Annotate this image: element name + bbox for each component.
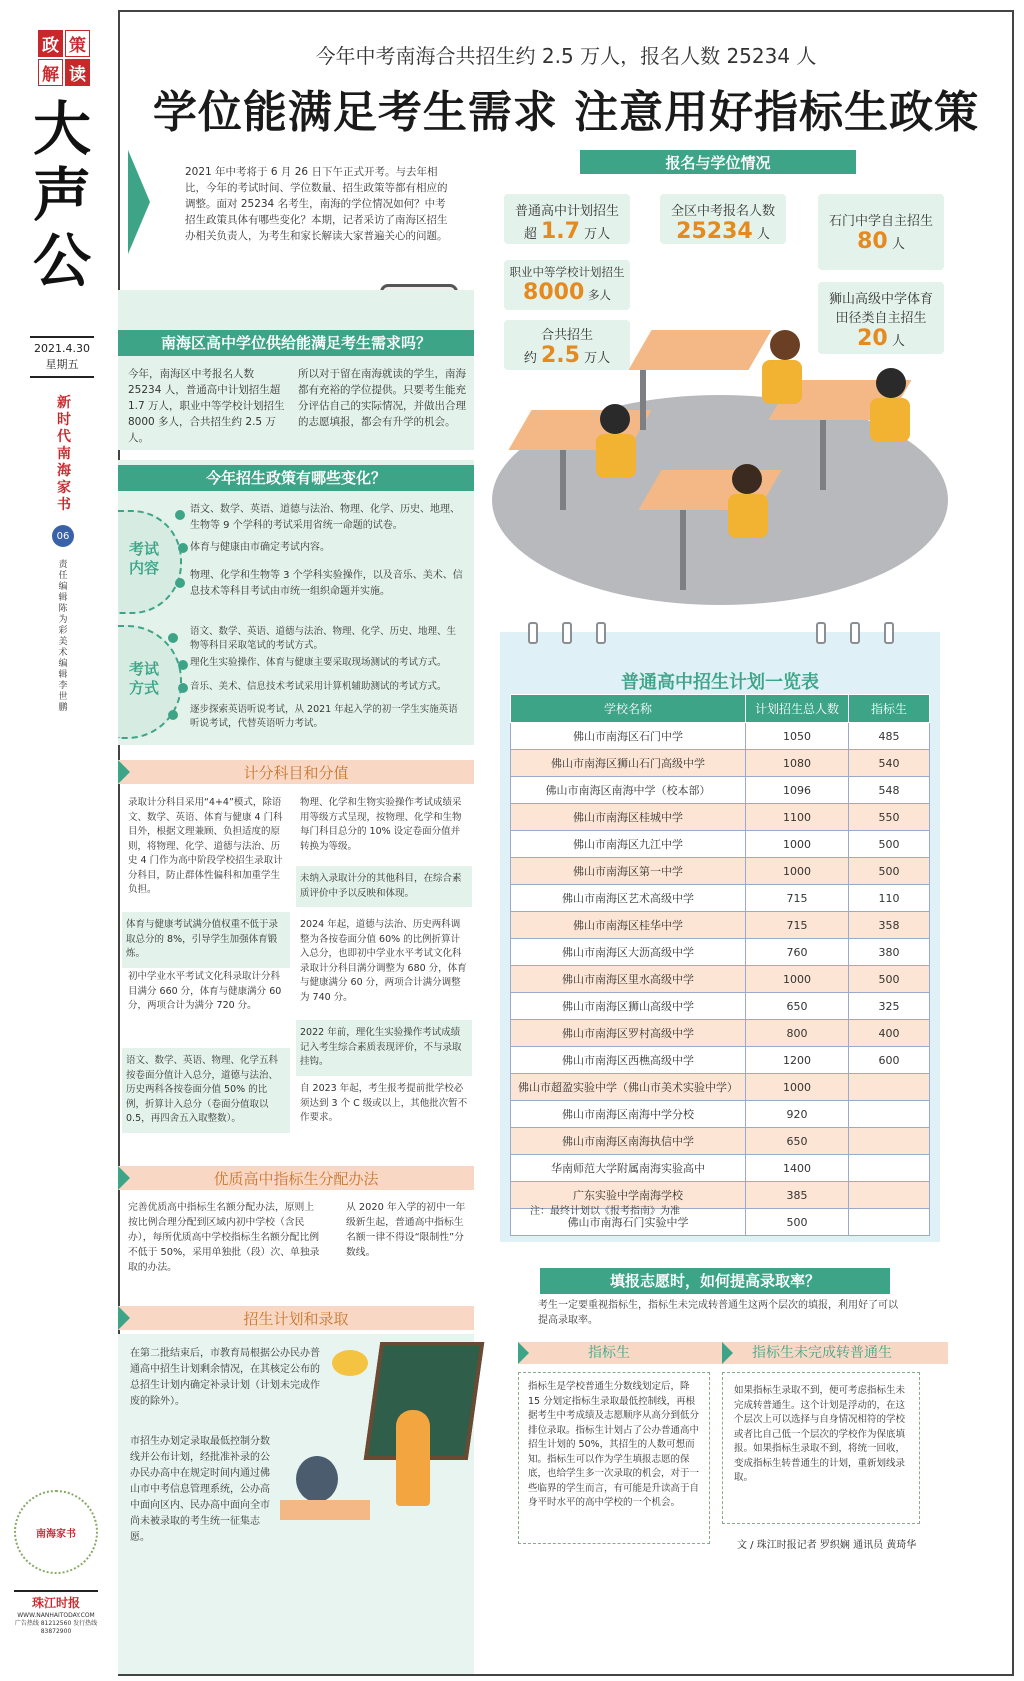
quota-cell: 550: [849, 804, 930, 831]
school-name-cell: 佛山市南海区第一中学: [511, 858, 746, 885]
stat-label: 合共招生: [540, 328, 593, 343]
stat-prefix: 约: [523, 351, 537, 366]
section-title: 招生计划和录取: [243, 1310, 349, 1328]
quota-cell: 548: [849, 777, 930, 804]
plan-total-cell: 385: [746, 1182, 849, 1209]
transfer-header: [722, 1342, 948, 1364]
plan-total-cell: 1100: [746, 804, 849, 831]
student-icon: [732, 464, 762, 494]
school-name-cell: 佛山市南海区狮山高级中学: [511, 993, 746, 1020]
school-name-cell: 佛山市南海石门实验中学: [511, 1209, 746, 1236]
stat-value: [504, 219, 630, 244]
plan-total-cell: 650: [746, 993, 849, 1020]
table-row: [511, 993, 930, 1020]
stat-number: 8000: [523, 280, 585, 305]
table-row: [511, 723, 930, 750]
quota-cell: 500: [849, 858, 930, 885]
plan-total-cell: 1000: [746, 858, 849, 885]
stat-combined: [504, 320, 630, 370]
stat-label: 狮山高级中学体育田径类自主招生: [828, 292, 933, 326]
student-icon: [600, 404, 630, 434]
student-body-icon: [762, 360, 802, 404]
score-rule: 物理、化学和生物实验操作考试成绩采用等级方式呈现，按物理、化学和生物每门科目总分的 10% 设定卷面分值并转换为等级。: [300, 797, 462, 852]
label-exam-content: 考试内容: [128, 540, 159, 577]
desk-leg: [680, 510, 686, 590]
policy-item: 物理、化学和生物等 3 个学科实验操作，以及音乐、美术、信息技术等科目考试由市统一组织命题并实施。: [190, 570, 463, 597]
transfer-text: 如果指标生录取不到，便可考虑指标生未完成转普通生。这个计划是浮动的，在这个层次上可以选择与自身情况相符的学校或者比自己低一个层次的学校作为保底填报。如果指标生录取不到，将统一回收，变成指标生转普通生的计划，重新划线录取。: [734, 1385, 906, 1483]
quota-cell: 358: [849, 912, 930, 939]
policy-item: 音乐、美术、信息技术考试采用计算机辅助测试的考试方式。: [190, 681, 447, 692]
intro-arrow-icon: [128, 150, 150, 254]
quota-student-header: [518, 1342, 728, 1364]
section-intro: 考生一定要重视指标生，指标生未完成转普通生这两个层次的填报，利用好了可以提高录取率。: [538, 1300, 898, 1326]
quota-cell: [849, 1182, 930, 1209]
school-name-cell: 佛山市南海区大沥高级中学: [511, 939, 746, 966]
bullet-dot: [178, 683, 188, 693]
policy-item: 体育与健康由市确定考试内容。: [190, 542, 330, 553]
plan-total-cell: 920: [746, 1101, 849, 1128]
column-header: 学校名称: [511, 695, 746, 723]
table-header-row: [511, 695, 930, 723]
quota-cell: 500: [849, 966, 930, 993]
school-name-cell: 佛山市南海区南海中学分校: [511, 1101, 746, 1128]
stat-general-plan: [504, 194, 630, 244]
column-name: 新时代南海家书: [57, 395, 71, 513]
table-row: [511, 1047, 930, 1074]
quota-cell: 500: [849, 831, 930, 858]
table-row: [511, 777, 930, 804]
stat-unit: 人: [891, 334, 905, 349]
plan-total-cell: 760: [746, 939, 849, 966]
stat-label: 职业中等学校计划招生: [509, 265, 625, 279]
binder-clip-icon: [596, 622, 606, 644]
school-name-cell: 佛山市超盈实验中学（佛山市美术实验中学）: [511, 1074, 746, 1101]
table-row: [511, 1101, 930, 1128]
table-row: [511, 912, 930, 939]
badge-char: 政: [38, 30, 63, 57]
plan-total-cell: 715: [746, 885, 849, 912]
quota-cell: 325: [849, 993, 930, 1020]
score-rule: 录取计分科目采用“4+4”模式，除语文、数学、英语、体育与健康 4 门科目外，根据文理兼顾、负担适度的原则，将物理、化学、道德与法治、历史 4 门作为高中阶段学校招生录取计分科目，防止群体性偏科和加重学生负担。: [128, 797, 283, 895]
date-box: [30, 336, 94, 378]
bullet-dot: [175, 510, 185, 520]
section-title: 南海区高中学位供给能满足考生需求吗？: [118, 330, 474, 356]
score-rule: 未纳入录取计分的其他科目，在综合素质评价中予以反映和体现。: [296, 866, 472, 907]
table-row: [511, 939, 930, 966]
subsection-title: 指标生: [588, 1345, 630, 1361]
policy-item: 逐步探索英语听说考试，从 2021 年起入学的初一学生实施英语听说考试，代替英语听力考试。: [190, 704, 458, 729]
binder-clip-icon: [850, 622, 860, 644]
stat-value: [504, 343, 630, 368]
column-header: 计划招生总人数: [746, 695, 849, 723]
teacher-figure-icon: [396, 1410, 430, 1506]
desk-leg: [640, 370, 646, 430]
quota-student-text: 指标生是学校普通生分数线划定后，降 15 分划定指标生录取最低控制线，再根据考生中考成绩及志愿顺序从高分到低分排位录取。指标生计划占了公办普通高中招生计划的 50%，其招生的人数可想而知。指标生可以作为学生填报志愿的保底，也给学生多一次录取的机会，对于一些临界的学生而言，有可能是升读高于自身平时水平的高中学校的一个机会。: [528, 1381, 700, 1508]
table-row: [511, 885, 930, 912]
table-row: [511, 966, 930, 993]
policy-badge: [38, 30, 90, 85]
school-name-cell: 佛山市南海区桂华中学: [511, 912, 746, 939]
table-note: 注：最终计划以《报考指南》为准: [530, 1206, 680, 1217]
quota-cell: 110: [849, 885, 930, 912]
desk-leg: [820, 420, 826, 490]
desk-leg: [560, 450, 566, 510]
plan-total-cell: 1080: [746, 750, 849, 777]
table-row: [511, 1128, 930, 1155]
plan-total-cell: 800: [746, 1020, 849, 1047]
score-rule: 自 2023 年起，考生报考提前批学校必须达到 3 个 C 级或以上，其他批次暂不作要求。: [300, 1083, 468, 1123]
stat-value: [660, 219, 786, 244]
table-body: [511, 723, 930, 1236]
school-name-cell: 佛山市南海区南海中学（校本部）: [511, 777, 746, 804]
plan-total-cell: 650: [746, 1128, 849, 1155]
quota-cell: 540: [849, 750, 930, 777]
plan-total-cell: 1050: [746, 723, 849, 750]
school-name-cell: 佛山市南海区艺术高级中学: [511, 885, 746, 912]
intro-text: 2021 年中考将于 6 月 26 日下午正式开考。与去年相比，今年的考试时间、学位数量、招生政策等都有相应的调整。面对 25234 名考生，南海的学位情况如何？中考招生政策具体有哪些变化？本期，记者采访了南海区招生办相关负责人，为考生和家长解读大家普遍关心的问题。: [185, 166, 448, 242]
stat-shimen: [818, 194, 944, 270]
plan-total-cell: 1200: [746, 1047, 849, 1074]
section-title: 优质高中指标生分配办法: [213, 1170, 379, 1188]
quota-cell: 400: [849, 1020, 930, 1047]
stat-number: 2.5: [541, 343, 580, 368]
quota-cell: 380: [849, 939, 930, 966]
policy-item: 语文、数学、英语、道德与法治、物理、化学、历史、地理、生物等 9 个学科的考试采用省统一命题的试卷。: [190, 504, 460, 531]
school-name-cell: 佛山市南海区石门中学: [511, 723, 746, 750]
stat-label: 石门中学自主招生: [828, 214, 933, 229]
score-rule: 2022 年前，理化生实验操作考试成绩记入考生综合素质表现评价，不与录取挂钩。: [296, 1020, 472, 1076]
qr-label: 南海家书: [36, 1528, 76, 1540]
page-number: 06: [52, 525, 74, 547]
plan-total-cell: 1096: [746, 777, 849, 804]
stat-number: 80: [857, 229, 888, 254]
stat-unit: 人: [891, 237, 905, 252]
stat-unit: 多人: [587, 288, 611, 302]
desk-icon: [628, 330, 771, 370]
score-rule: 体育与健康考试满分值权重不低于录取总分的 8%，引导学生加强体育锻炼。: [122, 912, 290, 968]
badge-char: 解: [38, 59, 63, 86]
left-sidebar: [0, 0, 110, 1681]
subheadline: 今年中考南海合共招生约 2.5 万人，报名人数 25234 人: [315, 44, 817, 68]
label-exam-method: 考试方式: [128, 660, 159, 697]
stat-number: 20: [857, 326, 888, 351]
column-header: 指标生: [849, 695, 930, 723]
policy-item: 理化生实验操作、体育与健康主要采取现场测试的考试方式。: [190, 657, 447, 668]
quota-cell: [849, 1101, 930, 1128]
date: 2021.4.30: [34, 342, 90, 355]
weekday: 星期五: [45, 358, 79, 371]
school-plan-table: [510, 694, 930, 1236]
bullet-dot: [168, 710, 178, 720]
stat-unit: 万人: [584, 351, 611, 366]
stat-label: 全区中考报名人数: [670, 204, 775, 219]
school-name-cell: 佛山市南海区南海执信中学: [511, 1128, 746, 1155]
student-body-icon: [728, 494, 768, 538]
stat-value: [504, 280, 630, 305]
bullet-dot: [178, 543, 188, 553]
section-text: 今年，南海区中考报名人数 25234 人，普通高中计划招生超 1.7 万人，职业中等学校计划招生 8000 多人，合共招生约 2.5 万人。: [128, 368, 285, 444]
quota-cell: [849, 1209, 930, 1236]
table-row: [511, 1020, 930, 1047]
policy-item: 语文、数学、英语、道德与法治、物理、化学、历史、地理、生物等科目采取笔试的考试方式。: [190, 626, 457, 651]
admission-rule: 市招生办划定录取最低控制分数线并公布计划，经批准补录的公办民办高中在规定时间内通过佛山市中考信息管理系统，公办高中面向区内、民办高中面向全市尚未被录取的考生统一征集志愿。: [130, 1436, 270, 1543]
student-icon: [876, 368, 906, 398]
stat-number: 1.7: [541, 219, 580, 244]
plan-total-cell: 1400: [746, 1155, 849, 1182]
quota-cell: [849, 1074, 930, 1101]
arrow-marker-icon: [722, 1342, 733, 1364]
bullet-dot: [175, 578, 185, 588]
stat-value: [818, 229, 944, 254]
column-title: 大声公: [32, 95, 91, 295]
subsection-title: 指标生未完成转普通生: [752, 1345, 892, 1361]
quota-cell: 485: [849, 723, 930, 750]
table-row: [511, 1074, 930, 1101]
school-name-cell: 佛山市南海区罗村高级中学: [511, 1020, 746, 1047]
section-title: 今年招生政策有哪些变化？: [118, 465, 474, 491]
arrow-marker-icon: [518, 1342, 529, 1364]
quota-rule: 完善优质高中指标生名额分配办法，原则上按比例合理分配到区域内初中学校（含民办），每所优质高中学校指标生名额分配比例不低于 50%，采用单独批（段）次、单独录取的办法。: [128, 1202, 320, 1273]
quota-rule: 从 2020 年入学的初中一年级新生起，普通高中指标生名额一律不得设“限制性”分数线。: [346, 1202, 466, 1258]
quota-cell: [849, 1128, 930, 1155]
stat-number: 25234: [676, 219, 753, 244]
paper-info: WWW.NANHAITODAY.COM 广告热线 81212560 发行热线 83872900: [14, 1612, 98, 1635]
binder-clip-icon: [562, 622, 572, 644]
paper-logo: 珠江时报: [14, 1590, 98, 1611]
school-name-cell: 佛山市南海区九江中学: [511, 831, 746, 858]
school-name-cell: 佛山市南海区桂城中学: [511, 804, 746, 831]
score-rule: 初中学业水平考试文化科录取计分科目满分 660 分，体育与健康满分 60 分，两项合计为满分 720 分。: [128, 971, 282, 1011]
bullet-dot: [178, 660, 188, 670]
stat-unit: 人: [756, 227, 770, 242]
plan-total-cell: 1000: [746, 966, 849, 993]
binder-clip-icon: [528, 622, 538, 644]
stat-unit: 万人: [584, 227, 611, 242]
stat-total-applicants: [660, 194, 786, 244]
plan-total-cell: 1000: [746, 831, 849, 858]
plan-total-cell: 1000: [746, 1074, 849, 1101]
bullet-dot: [168, 633, 178, 643]
school-name-cell: 佛山市南海区西樵高级中学: [511, 1047, 746, 1074]
qr-code[interactable]: [14, 1490, 98, 1574]
score-rule: 2024 年起，道德与法治、历史两科调整为各按卷面分值 60% 的比例折算计入总分，也即初中学业水平考试文化科录取计分科目满分调整为 680 分，体育与健康满分 60 分，两项合计满分调整为 740 分。: [300, 919, 467, 1003]
stats-title: 报名与学位情况: [665, 154, 771, 172]
student-desk-icon: [280, 1500, 370, 1520]
stat-shishan: [818, 282, 944, 354]
school-name-cell: 华南师范大学附属南海实验高中: [511, 1155, 746, 1182]
section-text: 所以对于留在南海就读的学生，南海都有充裕的学位提供。只要考生能充分评估自己的实际情况，并做出合理的志愿填报，都会有升学的机会。: [298, 368, 466, 428]
table-row: [511, 858, 930, 885]
admission-rule: 在第二批结束后，市教育局根据公办民办普通高中招生计划剩余情况，在其核定公布的总招生计划内确定补录计划（计划未完成作废的除外）。: [130, 1348, 320, 1407]
student-body-icon: [596, 434, 636, 478]
stat-prefix: 超: [523, 227, 537, 242]
table-row: [511, 1155, 930, 1182]
binder-clip-icon: [816, 622, 826, 644]
section-title: 计分科目和分值: [243, 764, 349, 782]
byline: 文 / 珠江时报记者 罗织娴 通讯员 黄琦华: [737, 1540, 917, 1551]
table-title: 普通高中招生计划一览表: [621, 672, 819, 693]
quota-cell: 600: [849, 1047, 930, 1074]
quota-cell: [849, 1155, 930, 1182]
headline: 学位能满足考生需求 注意用好指标生政策: [152, 87, 980, 138]
section-title: 填报志愿时，如何提高录取率？: [540, 1268, 890, 1294]
student-figure-icon: [296, 1456, 338, 1502]
badge-char: 策: [65, 30, 90, 57]
stat-label: 普通高中计划招生: [514, 204, 619, 219]
editor-credits: 责任编辑 陈为彩 美术编辑 李世鹏: [58, 560, 68, 713]
binder-clip-icon: [884, 622, 894, 644]
student-body-icon: [870, 398, 910, 442]
score-rule: 语文、数学、英语、物理、化学五科按卷面分值计入总分，道德与法治、历史两科各按卷面分值 50% 的比例，折算计入总分（卷面分值取以 0.5，再四舍五入取整数）。: [122, 1048, 290, 1133]
plan-total-cell: 715: [746, 912, 849, 939]
table-row: [511, 750, 930, 777]
table-row: [511, 831, 930, 858]
school-name-cell: 佛山市南海区里水高级中学: [511, 966, 746, 993]
school-name-cell: 佛山市南海区狮山石门高级中学: [511, 750, 746, 777]
speech-bubble-icon: [332, 1350, 368, 1376]
stat-vocational: [504, 260, 630, 310]
stat-value: [826, 326, 936, 351]
plan-total-cell: 500: [746, 1209, 849, 1236]
school-name-cell: 广东实验中学南海学校: [511, 1182, 746, 1209]
badge-char: 读: [65, 59, 90, 86]
table-row: [511, 804, 930, 831]
student-icon: [770, 330, 800, 360]
